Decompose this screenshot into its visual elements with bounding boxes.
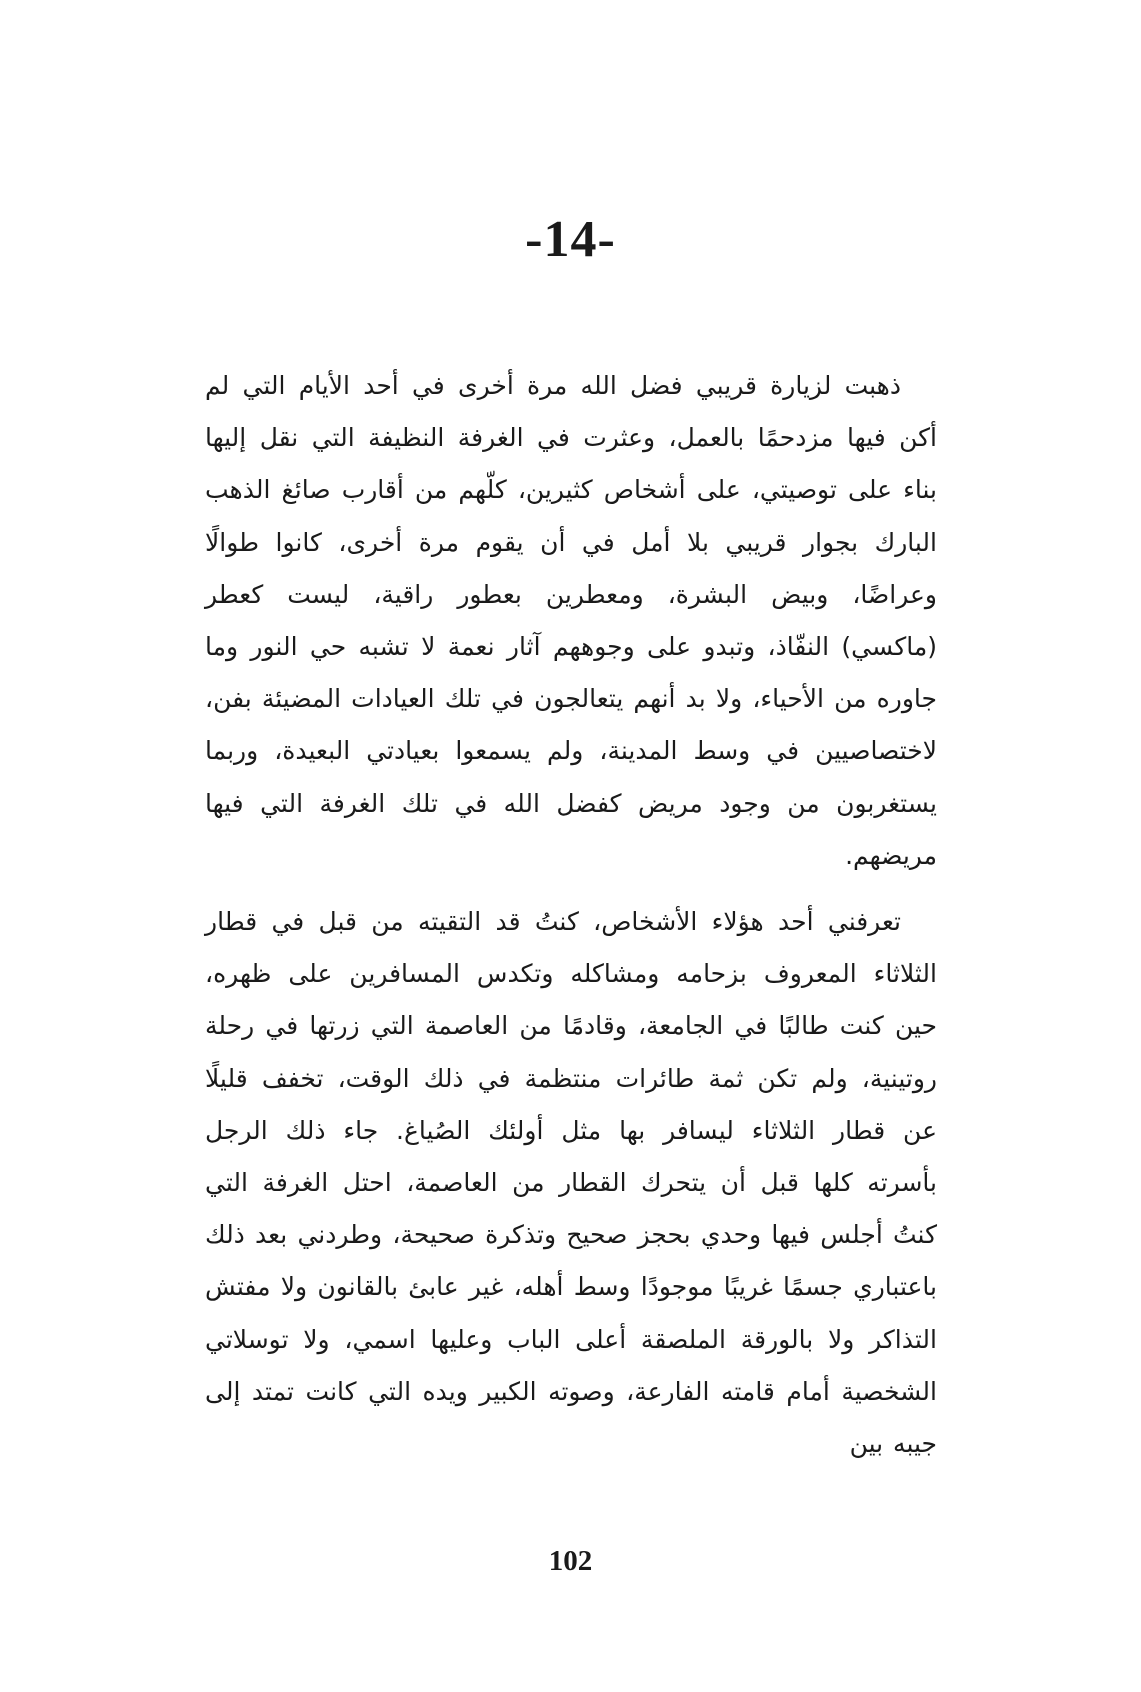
- paragraph-1: ذهبت لزيارة قريبي فضل الله مرة أخرى في أحد الأيام التي لم أكن فيها مزدحمًا بالعمل، وعثرت في الغرفة النظيفة التي نقل إليها بناء على توصيتي، على أشخاص كثيرين، كلّهم من أقارب صائغ الذهب البارك بجوار قريبي بلا أمل في أن يقوم مرة أخرى، كانوا طوالًا وعراضًا، وبيض البشرة، ومعطرين بعطور راقية، ليست كعطر (ماكسي) النفّاذ، وتبدو على وجوههم آثار نعمة لا تشبه حي النور وما جاوره من الأحياء، ولا بد أنهم يتعالجون في تلك العيادات المضيئة بفن، لاختصاصيين في وسط المدينة، ولم يسمعوا بعيادتي البعيدة، وربما يستغربون من وجود مريض كفضل الله في تلك الغرفة التي فيها مريضهم.: [205, 371, 937, 870]
- paragraph-2: تعرفني أحد هؤلاء الأشخاص، كنتُ قد التقيته من قبل في قطار الثلاثاء المعروف بزحامه ومشاكله وتكدس المسافرين على ظهره، حين كنت طالبًا في الجامعة، وقادمًا من العاصمة التي زرتها في رحلة روتينية، ولم تكن ثمة طائرات منتظمة في ذلك الوقت، تخفف قليلًا عن قطار الثلاثاء ليسافر بها مثل أولئك الصُياغ. جاء ذلك الرجل بأسرته كلها قبل أن يتحرك القطار من العاصمة، احتل الغرفة التي كنتُ أجلس فيها وحدي بحجز صحيح وتذكرة صحيحة، وطردني بعد ذلك باعتباري جسمًا غريبًا موجودًا وسط أهله، غير عابئ بالقانون ولا مفتش التذاكر ولا بالورقة الملصقة أعلى الباب وعليها اسمي، ولا توسلاتي الشخصية أمام قامته الفارعة، وصوته الكبير ويده التي كانت تمتد إلى جيبه بين: [205, 907, 937, 1459]
- body-text: [205, 360, 937, 1470]
- chapter-number: -14-: [525, 211, 616, 268]
- page-number: 102: [548, 1545, 593, 1577]
